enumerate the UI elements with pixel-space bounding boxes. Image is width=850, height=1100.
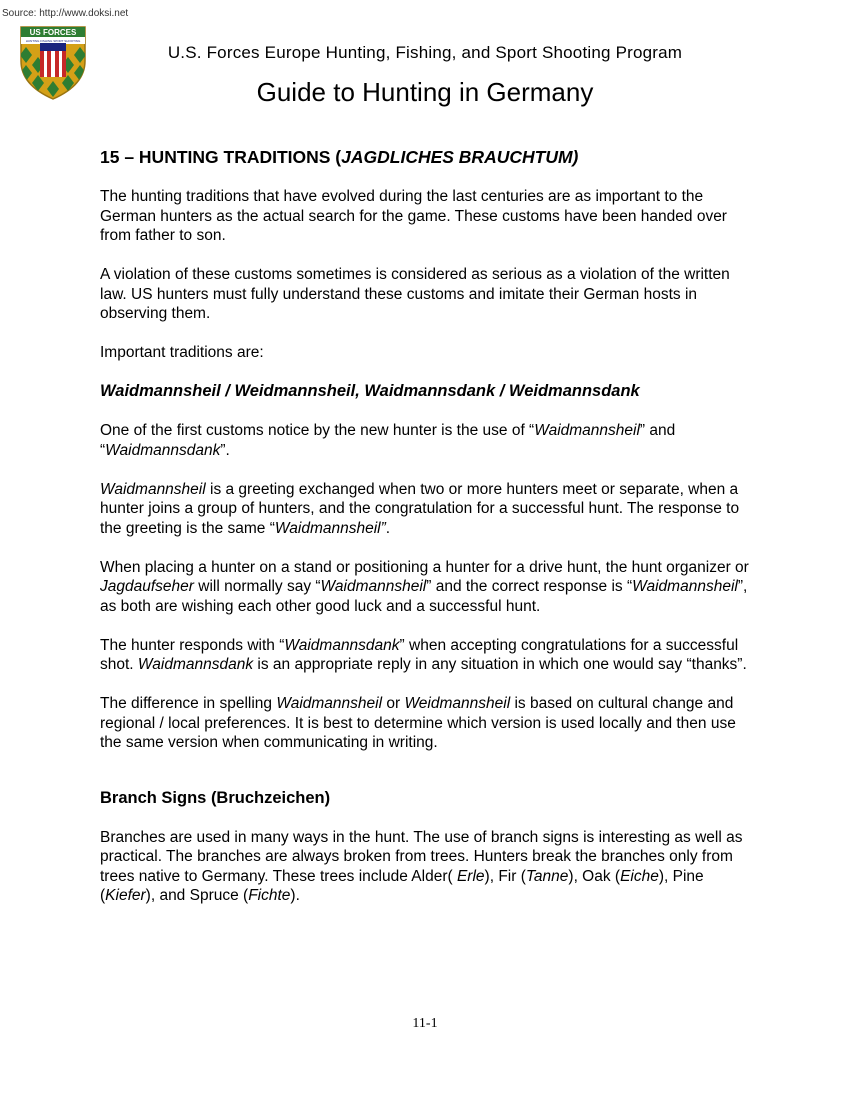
paragraph: The hunting traditions that have evolved during the last centuries are as important to the German hunters as the actual search for the game. These customs have been handed over from father to son. <box>100 188 727 244</box>
section-title: 15 – HUNTING TRADITIONS (JAGDLICHES BRAUCHTUM) <box>100 147 579 167</box>
subsection-heading: Branch Signs (Bruchzeichen) <box>100 788 331 807</box>
svg-text:HUNTING FISHING SPORT SHOOTING: HUNTING FISHING SPORT SHOOTING <box>25 39 81 43</box>
guide-title: Guide to Hunting in Germany <box>256 77 594 107</box>
program-title: U.S. Forces Europe Hunting, Fishing, and Sport Shooting Program <box>167 43 683 62</box>
paragraph: When placing a hunter on a stand or positioning a hunter for a drive hunt, the hunt organizer or Jagdaufseher will normally say “Waidmannsheil” and the correct response is “Waidmannsheil”, as both are wishing each other good luck and a successful hunt. <box>100 558 749 615</box>
paragraph: A violation of these customs sometimes is considered as serious as a violation of the written law. US hunters must fully understand these customs and imitate their German hosts in observing them. <box>100 266 730 322</box>
page-number: 11-1 <box>412 1016 438 1031</box>
paragraph: One of the first customs notice by the new hunter is the use of “Waidmannsheil” and “Waidmannsdank”. <box>100 422 676 459</box>
document-body <box>100 146 750 925</box>
paragraph: Waidmannsheil is a greeting exchanged when two or more hunters meet or separate, when a hunter joins a group of hunters, and the congratulation for a successful hunt. The response to the greeting is the same “Waidmannsheil”. <box>100 480 740 537</box>
svg-text:US FORCES: US FORCES <box>29 28 77 37</box>
paragraph: The hunter responds with “Waidmannsdank” when accepting congratulations for a successful shot. Waidmannsdank is an appropriate reply in any situation in which one would say “thanks”. <box>100 636 747 673</box>
paragraph: Important traditions are: <box>100 344 264 361</box>
subsection-heading: Waidmannsheil / Weidmannsheil, Waidmannsdank / Weidmannsdank <box>100 382 640 400</box>
paragraph: The difference in spelling Waidmannsheil or Weidmannsheil is based on cultural change and regional / local preferences. It is best to determine which version is used locally and then use the same version when communicating in writing. <box>100 695 736 751</box>
paragraph: Branches are used in many ways in the hunt. The use of branch signs is interesting as well as practical. The branches are always broken from trees. Hunters break the branches only from trees native to Germany. These trees include Alder( Erle), Fir (Tanne), Oak (Eiche), Pine (Kiefer), and Spruce (Fichte). <box>100 828 743 904</box>
source-label: Source: http://www.doksi.net <box>2 8 129 19</box>
